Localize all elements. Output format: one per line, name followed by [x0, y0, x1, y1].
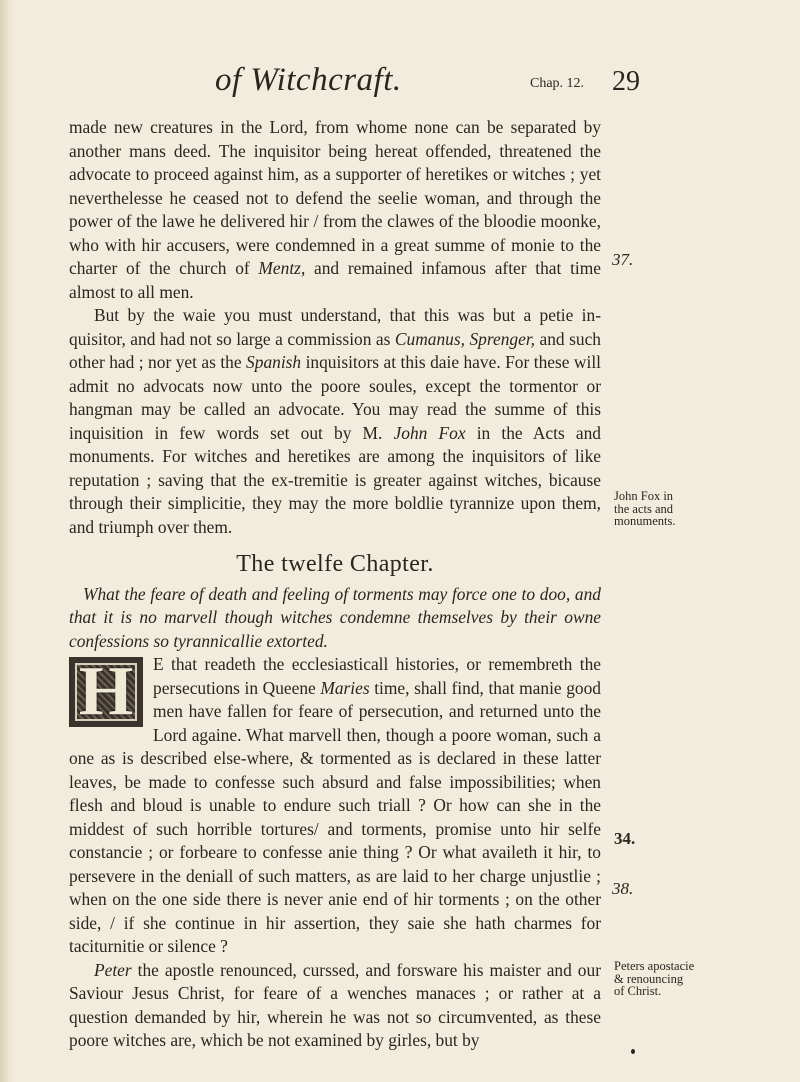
paragraph-peter: Peter the apostle renounced, curssed, and forsware his maister and our Saviour Jesus Christ, for feare of a wenches manaces ; or rather at a question demanded by hir, wherein he was not so circumvented, as these poore witches are, which be not examined by girles, but by [69, 959, 601, 1050]
chapter-summary: What the feare of death and feeling of torments may force one to doo, and that it is no marvell though witches condemne themselves by their owne confessions so tyrannicallie extorted. [69, 583, 601, 651]
page-number: 29 [612, 66, 640, 97]
running-head-chapter: Chap. 12. [530, 76, 585, 91]
running-head-title: of Witchcraft. [215, 62, 402, 98]
margin-handwritten-38: 38. [612, 879, 634, 898]
body-text [69, 116, 601, 1053]
paragraph-inquisitors: But by the waie you must understand, that this was but a petie in-quisitor, and had not so large a commission as Cumanus, Sprenger, and such other had ; nor yet as the Spanish inquisitors at this daie have. For these will admit no advocats now unto the poore soules, except the tormentor or hangman may be called an advocate. You may read the summe of this inquisition in few words set out by M. John Fox in the Acts and monuments. For witches and heretikes are among the inquisitors of like reputation ; saving that the ex-tremitie is greater against witches, bicause through their simplicitie, they may the more boldlie tyrannize upon them, and triumph over them. [69, 305, 602, 537]
ornamental-initial [69, 657, 143, 727]
margin-number-34: 34. [614, 829, 636, 848]
chapter-title: The twelfe Chapter. [236, 551, 434, 577]
margin-note-john-fox: John Fox in the acts and monuments. [614, 489, 676, 528]
ornamental-initial-letter: H [78, 657, 134, 727]
paragraph-continued: made new creatures in the Lord, from whome none can be separated by another mans deed. The inquisitor being hereat offended, threatened the advocate to proceed against him, as a supporter of heretikes or witches ; yet neverthelesse he ceased not to defend the seelie woman, and through the power of the lawe he delivered hir / from the clawes of the bloodie moonke, who with hir accusers, were condemned in a great summe of monie to the charter of the church of Mentz, and remained infamous after that time almost to all men. [69, 117, 601, 302]
margin-note-peter: Peters apostacie & renouncing of Christ. [614, 959, 695, 998]
paragraph-opening: H E that readeth the ecclesiasticall histories, or remembreth the persecutions in Queene Maries time, shall find, that manie good men have fallen for feare of persecution, and returned unto the Lord againe. What marvell then, though a poore woman, such a one as is described else-where, & tormented as is declared in these latter leaves, be made to confesse such absurd and false impossibilities; when flesh and bloud is unable to endure such triall ? Or how can she in the middest of such horrible tortures/ and torments, promise unto hir selfe constancie ; or forbeare to confesse anie thing ? Or what availeth it hir, to persevere in the deniall of such matters, as are laid to her charge unjustlie ; when on the one side there is never anie end of hir torments ; on the other side, / if she continue in hir assertion, they saie she hath charmes for taciturnitie or silence ? [69, 654, 601, 956]
margin-handwritten-37: 37. [612, 250, 634, 269]
page-spine-shadow [0, 0, 14, 1082]
running-head [0, 62, 800, 102]
ink-dot [631, 1049, 635, 1054]
